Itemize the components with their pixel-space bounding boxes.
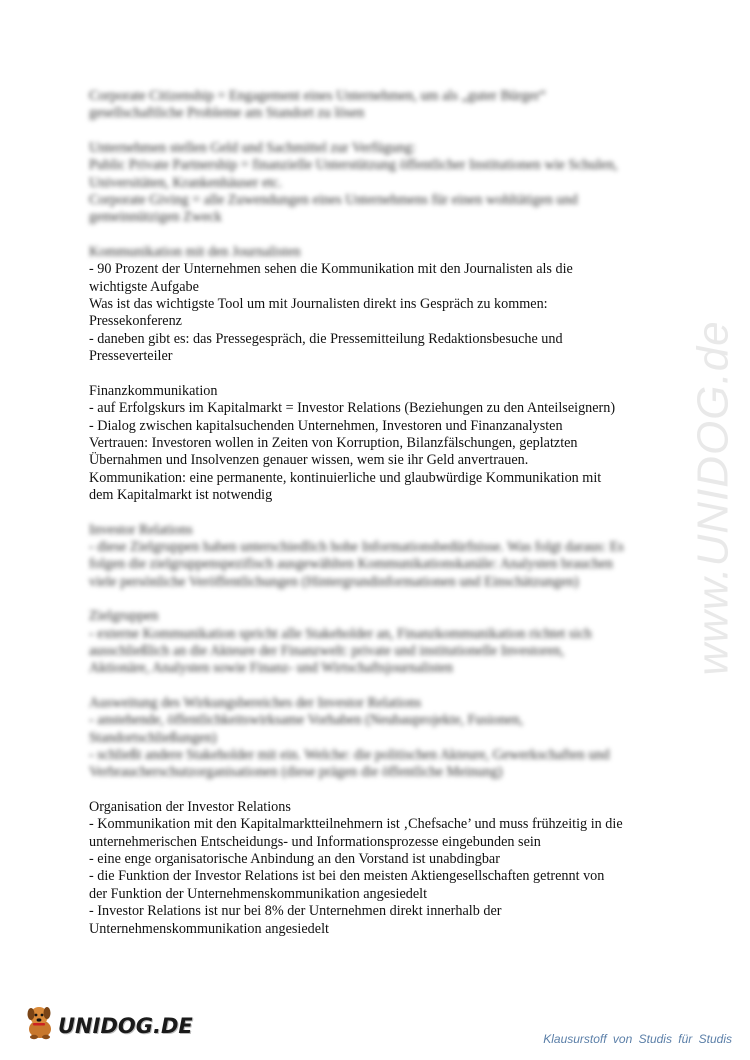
watermark — [689, 268, 739, 728]
text-line: Übernahmen und Insolvenzen genauer wissen, wem sie ihr Geld anvertrauen. — [89, 452, 529, 469]
text-line: Presseverteiler — [89, 348, 173, 365]
text-line: - diese Zielgruppen haben unterschiedlich hohe Informationsbedürfnisse. Was folgt daraus: Es — [89, 538, 624, 555]
text-line: Aktionäre, Analysten sowie Finanz- und Wirtschaftsjournalisten — [89, 660, 454, 677]
text-line: viele persönliche Veröffentlichungen (Hintergrundinformationen und Einschätzungen) — [89, 573, 579, 590]
text-line: wichtigste Aufgabe — [89, 278, 199, 295]
section-finanzkommunikation — [89, 383, 669, 505]
section-resources — [89, 140, 669, 227]
text-line: unternehmerischen Entscheidungs- und Informationsprozesse eingebunden sein — [89, 833, 541, 850]
text-line: Unternehmenskommunikation angesiedelt — [89, 920, 329, 937]
logo-text: UNIDOG.DE — [58, 1014, 193, 1038]
watermark-text: www.UNIDOG.de — [689, 320, 739, 676]
section-organisation — [89, 799, 669, 938]
section-corporate-citizenship — [89, 88, 669, 123]
text-line: Verbraucherschutzorganisationen (diese prägen die öffentliche Meinung) — [89, 764, 503, 781]
text-line: gemeinnützigen Zweck — [89, 209, 222, 226]
text-line: gesellschaftliche Probleme am Standort zu lösen — [89, 105, 365, 122]
text-line: Unternehmen stellen Geld und Sachmittel zur Verfügung: — [89, 139, 416, 156]
text-line: Vertrauen: Investoren wollen in Zeiten von Korruption, Bilanzfälschungen, geplatzten — [89, 434, 578, 451]
section-investor-relations — [89, 522, 669, 592]
text-line: Kommunikation: eine permanente, kontinuierliche und glaubwürdige Kommunikation mit — [89, 469, 602, 486]
section-heading: Zielgruppen — [89, 608, 159, 625]
section-ausweitung — [89, 695, 669, 782]
text-line: - anstehende, öffentlichkeitswirksame Vorhaben (Neubauprojekte, Fusionen, — [89, 712, 524, 729]
section-heading: Ausweitung des Wirkungsbereiches der Investor Relations — [89, 694, 422, 711]
text-line: Corporate Giving = alle Zuwendungen eines Unternehmens für einen wohltätigen und — [89, 192, 578, 209]
document-body — [89, 88, 669, 955]
section-journalists — [89, 244, 669, 366]
text-line: Pressekonferenz — [89, 313, 182, 330]
text-line: ausschließlich an die Akteure der Finanzwelt: private und institutionelle Investoren, — [89, 642, 565, 659]
text-line: dem Kapitalmarkt ist notwendig — [89, 487, 273, 504]
text-line: - auf Erfolgskurs im Kapitalmarkt = Investor Relations (Beziehungen zu den Anteilseignern) — [89, 400, 616, 417]
unidog-logo[interactable] — [24, 1000, 193, 1040]
text-line: Standortschließungen) — [89, 729, 217, 746]
section-heading: Finanzkommunikation — [89, 382, 218, 399]
text-line: - daneben gibt es: das Pressegespräch, die Pressemitteilung Redaktionsbesuche und — [89, 330, 563, 347]
text-line: - die Funktion der Investor Relations ist bei den meisten Aktiengesellschaften getrennt von — [89, 868, 605, 885]
text-line: Corporate Citizenship = Engagement eines Unternehmen, um als „guter Bürger“ — [89, 88, 546, 104]
text-line: - eine enge organisatorische Anbindung an den Vorstand ist unabdingbar — [89, 851, 500, 868]
text-line: - Kommunikation mit den Kapitalmarktteilnehmern ist ‚Chefsache’ und muss frühzeitig in die — [89, 816, 623, 833]
section-heading: Investor Relations — [89, 521, 193, 538]
text-line: folgen die zielgruppenspezifisch ausgewählten Kommunikationskanäle: Analysten brauchen — [89, 556, 613, 573]
section-heading: Kommunikation mit den Journalisten — [89, 243, 301, 260]
text-line: - Dialog zwischen kapitalsuchenden Unternehmen, Investoren und Finanzanalysten — [89, 417, 563, 434]
text-line: Public Private Partnership = finanzielle Unterstützung öffentlicher Institutionen wie Schulen, — [89, 157, 618, 174]
dog-mascot-icon — [24, 1002, 56, 1040]
section-zielgruppen — [89, 608, 669, 678]
text-line: Was ist das wichtigste Tool um mit Journalisten direkt ins Gespräch zu kommen: — [89, 296, 548, 313]
text-line: - Investor Relations ist nur bei 8% der Unternehmen direkt innerhalb der — [89, 903, 502, 920]
text-line: - schließt andere Stakeholder mit ein. Welche: die politischen Akteure, Gewerkschaften und — [89, 747, 610, 763]
section-heading: Organisation der Investor Relations — [89, 798, 291, 815]
text-line: Universitäten, Krankenhäuser etc. — [89, 174, 283, 191]
text-line: - externe Kommunikation spricht alle Stakeholder an, Finanzkommunikation richtet sich — [89, 625, 592, 642]
footer-tagline: Klausurstoff von Studis für Studis — [543, 1032, 732, 1046]
text-line: der Funktion der Unternehmenskommunikation angesiedelt — [89, 885, 428, 902]
text-line: - 90 Prozent der Unternehmen sehen die Kommunikation mit den Journalisten als die — [89, 261, 573, 278]
